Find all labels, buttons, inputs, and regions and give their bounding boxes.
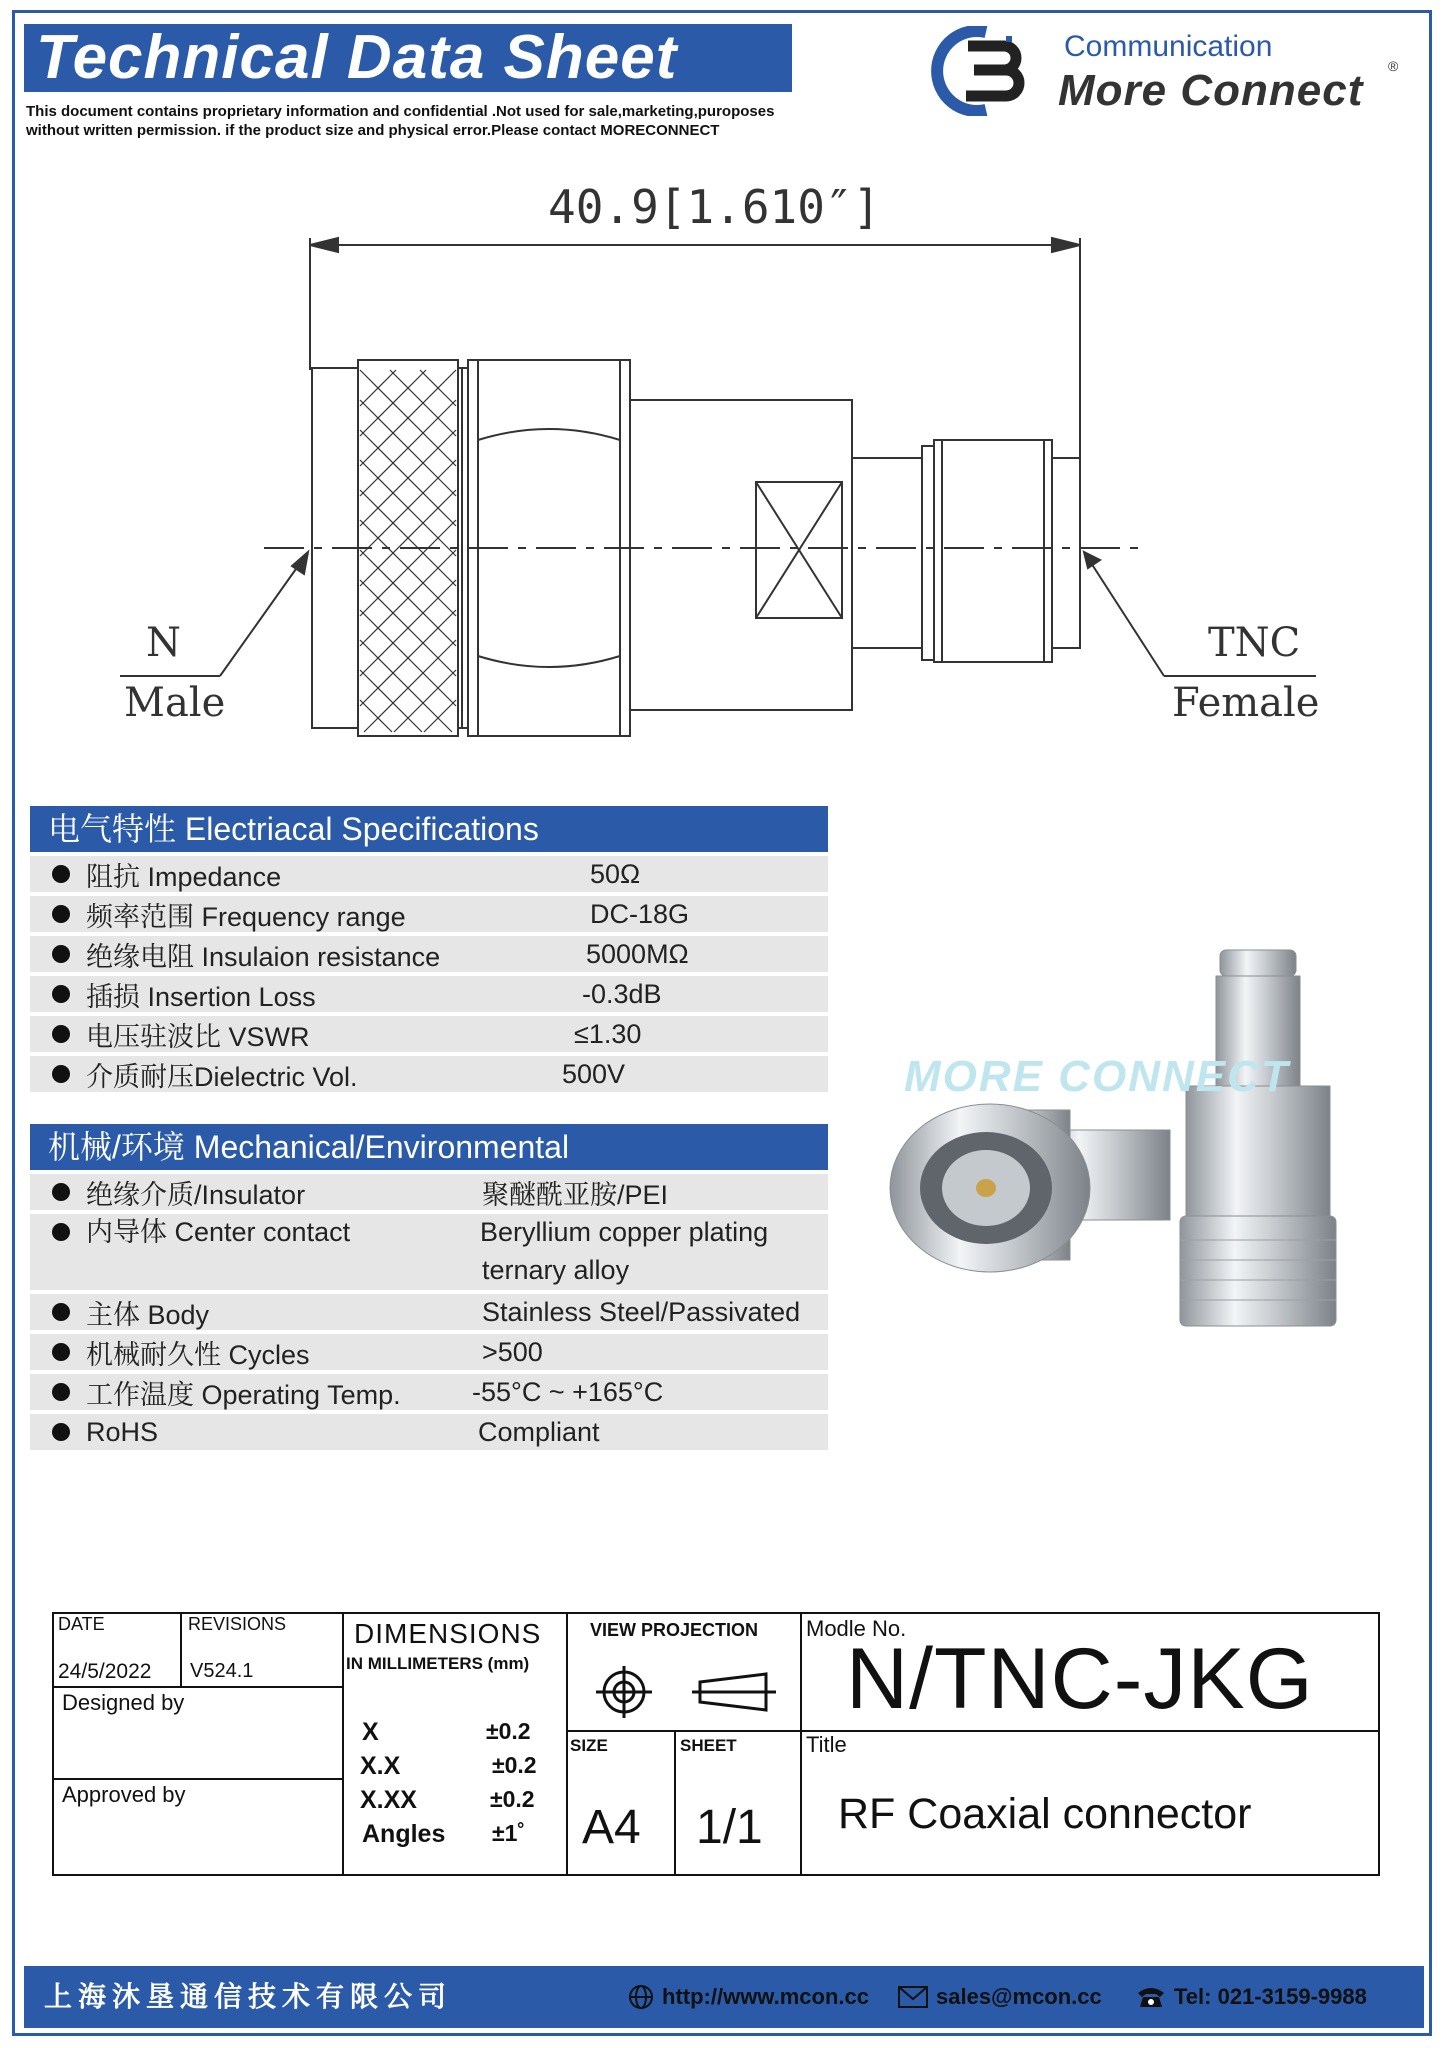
electrical-specs-heading: 电气特性 Electriacal Specifications	[30, 806, 828, 852]
spec-value: Compliant	[478, 1416, 600, 1447]
spec-label: 内导体 Center contact	[86, 1217, 351, 1247]
company-logo-icon	[916, 26, 1046, 116]
tolerance-label: Angles	[362, 1820, 446, 1848]
spec-value: DC-18G	[590, 898, 690, 929]
spec-row-cycles	[30, 1334, 828, 1370]
spec-row-frequency	[30, 896, 828, 932]
mechanical-specs-heading: 机械/环境 Mechanical/Environmental	[30, 1124, 828, 1170]
model-label: Modle No.	[806, 1616, 907, 1641]
date-value: 24/5/2022	[58, 1660, 152, 1683]
left-connector-gender: Male	[124, 680, 226, 726]
spec-label: 插损 Insertion Loss	[86, 981, 316, 1012]
revisions-label: REVISIONS	[188, 1614, 287, 1634]
email-link[interactable]: sales@mcon.cc	[936, 1984, 1102, 2009]
right-connector-type: TNC	[1208, 620, 1301, 666]
spec-row-rohs	[30, 1414, 828, 1450]
bullet-icon	[52, 1303, 70, 1321]
tolerance-label: X	[362, 1718, 379, 1746]
spec-value: Stainless Steel/Passivated	[482, 1296, 801, 1327]
size-value: A4	[582, 1801, 641, 1854]
phone-icon	[1136, 1985, 1166, 2009]
spec-value-continued: ternary alloy	[482, 1255, 630, 1285]
bullet-icon	[52, 1065, 70, 1083]
revisions-value: V524.1	[190, 1660, 254, 1682]
spec-row-dielectric-voltage	[30, 1056, 828, 1092]
website-link[interactable]: http://www.mcon.cc	[662, 1984, 869, 2009]
registered-mark: ®	[1388, 58, 1399, 74]
bullet-icon	[52, 1423, 70, 1441]
mail-icon	[898, 1986, 928, 2008]
view-projection-label: VIEW PROJECTION	[590, 1620, 759, 1640]
spec-value: -55°C ~ +165°C	[472, 1376, 664, 1407]
footer-website[interactable]	[628, 1982, 869, 2012]
electrical-specs-table	[30, 806, 828, 1092]
spec-value: >500	[482, 1336, 543, 1367]
spec-row-center-contact	[30, 1214, 828, 1290]
spec-row-body	[30, 1294, 828, 1330]
spec-label: 电压驻波比 VSWR	[86, 1021, 310, 1052]
dimensions-unit: IN MILLIMETERS (mm)	[346, 1654, 530, 1673]
spec-value: 500V	[562, 1058, 626, 1089]
spec-row-operating-temp	[30, 1374, 828, 1410]
projection-symbol-icon	[588, 1660, 788, 1724]
approved-by-label: Approved by	[62, 1782, 186, 1807]
footer-email[interactable]	[898, 1982, 1102, 2012]
title-label: Title	[806, 1732, 847, 1757]
model-number: N/TNC-JKG	[846, 1631, 1314, 1727]
photo-watermark: MORE CONNECT	[904, 1052, 1290, 1101]
tolerance-value: ±0.2	[492, 1752, 537, 1778]
spec-label: 介质耐压Dielectric Vol.	[86, 1061, 358, 1092]
bullet-icon	[52, 1223, 70, 1241]
bullet-icon	[52, 985, 70, 1003]
spec-row-insertion-loss	[30, 976, 828, 1012]
tolerance-label: X.X	[360, 1752, 401, 1780]
bullet-icon	[52, 1025, 70, 1043]
tolerance-label: X.XX	[360, 1786, 417, 1814]
bullet-icon	[52, 945, 70, 963]
tolerance-value: ±0.2	[486, 1718, 531, 1744]
spec-label: RoHS	[86, 1416, 159, 1447]
disclaimer-line-2: without written permission. if the product size and physical error.Please contact MORECONNECT	[26, 122, 720, 139]
mechanical-specs-table	[30, 1124, 828, 1450]
spec-row-vswr	[30, 1016, 828, 1052]
date-label: DATE	[58, 1614, 105, 1634]
disclaimer-line-1: This document contains proprietary information and confidential .Not used for sale,marketing,puroposes	[26, 103, 775, 120]
tolerance-value: ±1˚	[492, 1820, 526, 1846]
dimensions-title: DIMENSIONS	[354, 1618, 542, 1649]
document-title: Technical Data Sheet	[36, 23, 678, 92]
product-title: RF Coaxial connector	[838, 1790, 1252, 1838]
bullet-icon	[52, 905, 70, 923]
spec-row-insulator	[30, 1174, 828, 1210]
designed-by-label: Designed by	[62, 1690, 185, 1715]
footer-phone	[1136, 1982, 1367, 2012]
spec-label: 绝缘介质/Insulator	[86, 1179, 306, 1210]
spec-value: ≤1.30	[574, 1018, 642, 1049]
bullet-icon	[52, 1383, 70, 1401]
company-name: 上海沐垦通信技术有限公司	[44, 1980, 453, 2013]
spec-value: 5000MΩ	[586, 938, 689, 969]
bullet-icon	[52, 1183, 70, 1201]
logo-tagline: Communication	[1064, 30, 1273, 63]
spec-label: 绝缘电阻 Insulaion resistance	[86, 941, 441, 972]
spec-value: 50Ω	[590, 858, 641, 889]
overall-length-dimension: 40.9[1.610″]	[548, 180, 881, 234]
spec-label: 机械耐久性 Cycles	[86, 1339, 310, 1370]
spec-label: 阻抗 Impedance	[86, 861, 282, 892]
right-connector-gender: Female	[1172, 680, 1320, 726]
disclaimer	[26, 102, 856, 140]
spec-row-insulation-resistance	[30, 936, 828, 972]
bullet-icon	[52, 865, 70, 883]
connector-drawing	[0, 150, 1448, 770]
size-label: SIZE	[570, 1736, 608, 1755]
sheet-value: 1/1	[696, 1801, 763, 1854]
bullet-icon	[52, 1343, 70, 1361]
product-photo	[880, 920, 1340, 1360]
spec-value: -0.3dB	[582, 978, 662, 1009]
spec-label: 主体 Body	[86, 1299, 210, 1330]
spec-label: 频率范围 Frequency range	[86, 901, 406, 932]
spec-value: 聚醚酰亚胺/PEI	[482, 1179, 669, 1210]
spec-label: 工作温度 Operating Temp.	[86, 1379, 401, 1410]
tolerance-value: ±0.2	[490, 1786, 535, 1812]
logo-brand-name: More Connect	[1058, 66, 1364, 115]
spec-row-impedance	[30, 856, 828, 892]
sheet-label: SHEET	[680, 1736, 737, 1755]
spec-value: Beryllium copper plating	[480, 1217, 769, 1247]
left-connector-type: N	[146, 620, 181, 666]
phone-number: Tel: 021-3159-9988	[1174, 1984, 1367, 2009]
globe-icon	[628, 1984, 654, 2010]
